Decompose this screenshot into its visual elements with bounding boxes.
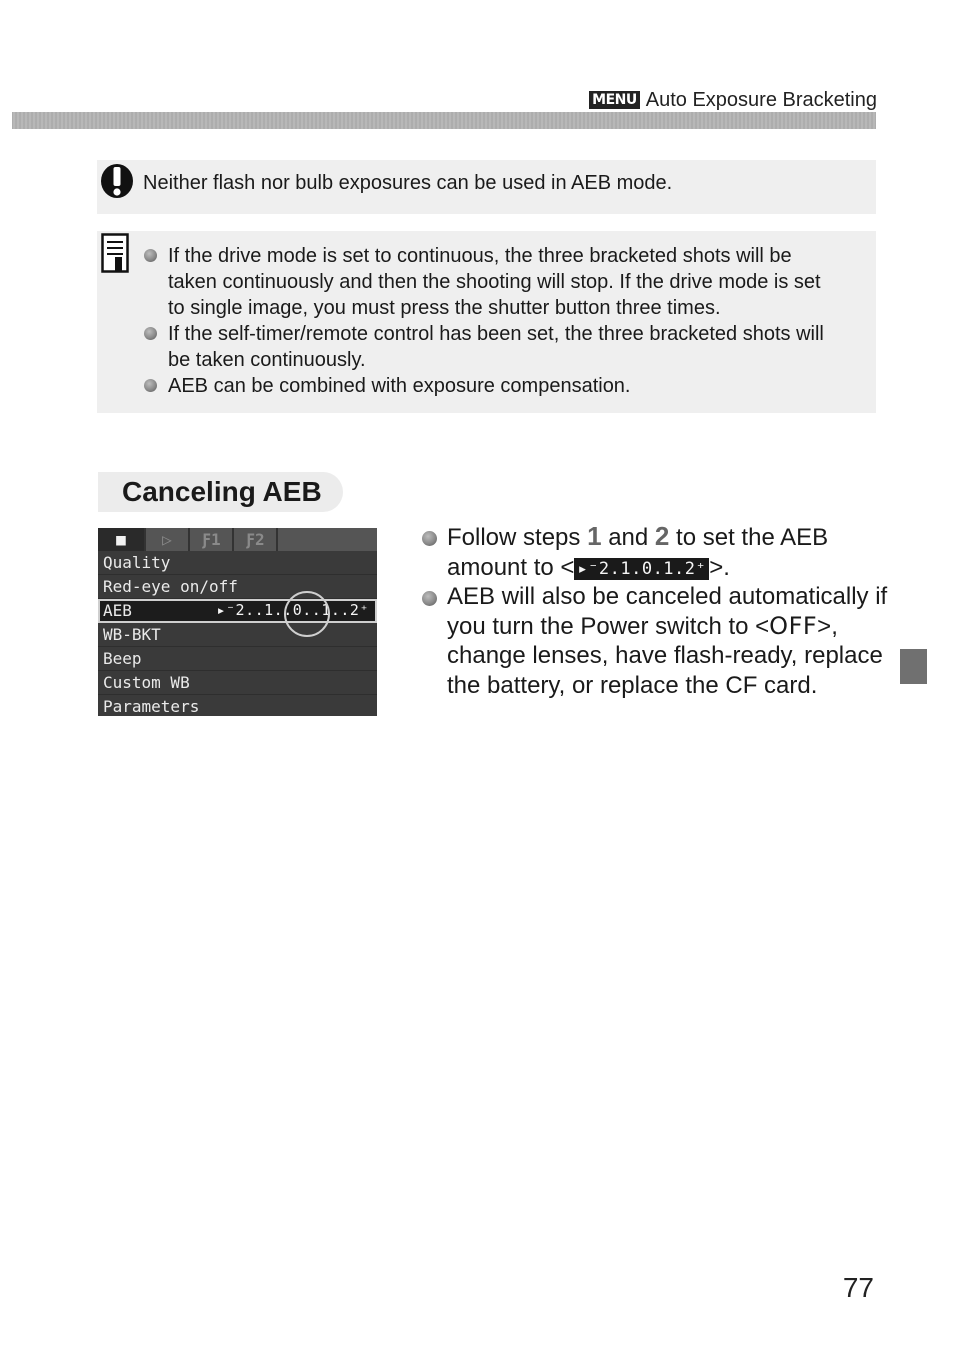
caution-text: Neither flash nor bulb exposures can be used in AEB mode. <box>143 172 673 194</box>
bullet-icon <box>422 531 437 546</box>
section-title-text: Canceling AEB <box>122 476 322 507</box>
note-item: If the self-timer/remote control has been set, the three bracketed shots will be taken continuously. <box>141 321 841 373</box>
note-list <box>141 243 841 399</box>
header-title: Auto Exposure Bracketing <box>645 89 877 111</box>
lcd-menu-item: Red-eye on/off <box>98 575 377 599</box>
lcd-menu-list <box>98 551 377 716</box>
lcd-tab-shooting: ■ <box>98 528 146 551</box>
lcd-tab-setup-1: Ƒ1 <box>190 528 234 551</box>
note-box <box>97 231 876 413</box>
header-rule <box>12 112 876 129</box>
section-heading <box>98 472 343 512</box>
memo-icon <box>101 233 129 273</box>
lcd-tab-playback: ▷ <box>146 528 190 551</box>
bullet-icon <box>144 379 157 392</box>
step-item: AEB will also be canceled automatically if you turn the Power switch to <OFF>, change lenses, have flash-ready, replace the battery, or replace the CF card. <box>421 582 891 700</box>
lcd-menu-item: Custom WB <box>98 671 377 695</box>
aeb-zero-indicator: ▸⁻2.1.0.1.2⁺ <box>574 558 709 580</box>
steps-list <box>421 522 891 700</box>
lcd-tab-bar <box>98 528 377 551</box>
menu-badge: MENU <box>589 91 640 109</box>
lcd-aeb-value: ▸⁻2..1..0..1..2⁺ <box>216 601 369 619</box>
lcd-menu-item-aeb: AEB ▸⁻2..1..0..1..2⁺ <box>98 599 377 623</box>
running-header <box>0 86 877 114</box>
lcd-menu-item: WB-BKT <box>98 623 377 647</box>
lcd-menu-item: Beep <box>98 647 377 671</box>
step-item: Follow steps 1 and 2 to set the AEB amount to < ▸⁻2.1.0.1.2⁺ >. <box>421 522 891 582</box>
bullet-icon <box>422 591 437 606</box>
lcd-tab-setup-2: Ƒ2 <box>234 528 278 551</box>
caution-box <box>97 160 876 214</box>
note-item: If the drive mode is set to continuous, the three bracketed shots will be taken continuously and then the shooting will stop. If the drive mode is set to single image, you must press the shutter button three times. <box>141 243 841 321</box>
off-position-mark: OFF <box>769 611 818 640</box>
chapter-thumb-tab <box>900 649 927 684</box>
lcd-menu-item: Parameters <box>98 695 377 716</box>
page-number: 77 <box>842 1272 874 1303</box>
bullet-icon <box>144 249 157 262</box>
note-item: AEB can be combined with exposure compensation. <box>141 373 841 399</box>
step-number-icon: 2 <box>654 521 670 551</box>
lcd-menu-item: Quality <box>98 551 377 575</box>
caution-icon <box>99 162 135 200</box>
bullet-icon <box>144 327 157 340</box>
step-number-icon: 1 <box>587 521 602 551</box>
highlight-circle <box>284 591 330 637</box>
lcd-menu-screen <box>98 528 377 716</box>
